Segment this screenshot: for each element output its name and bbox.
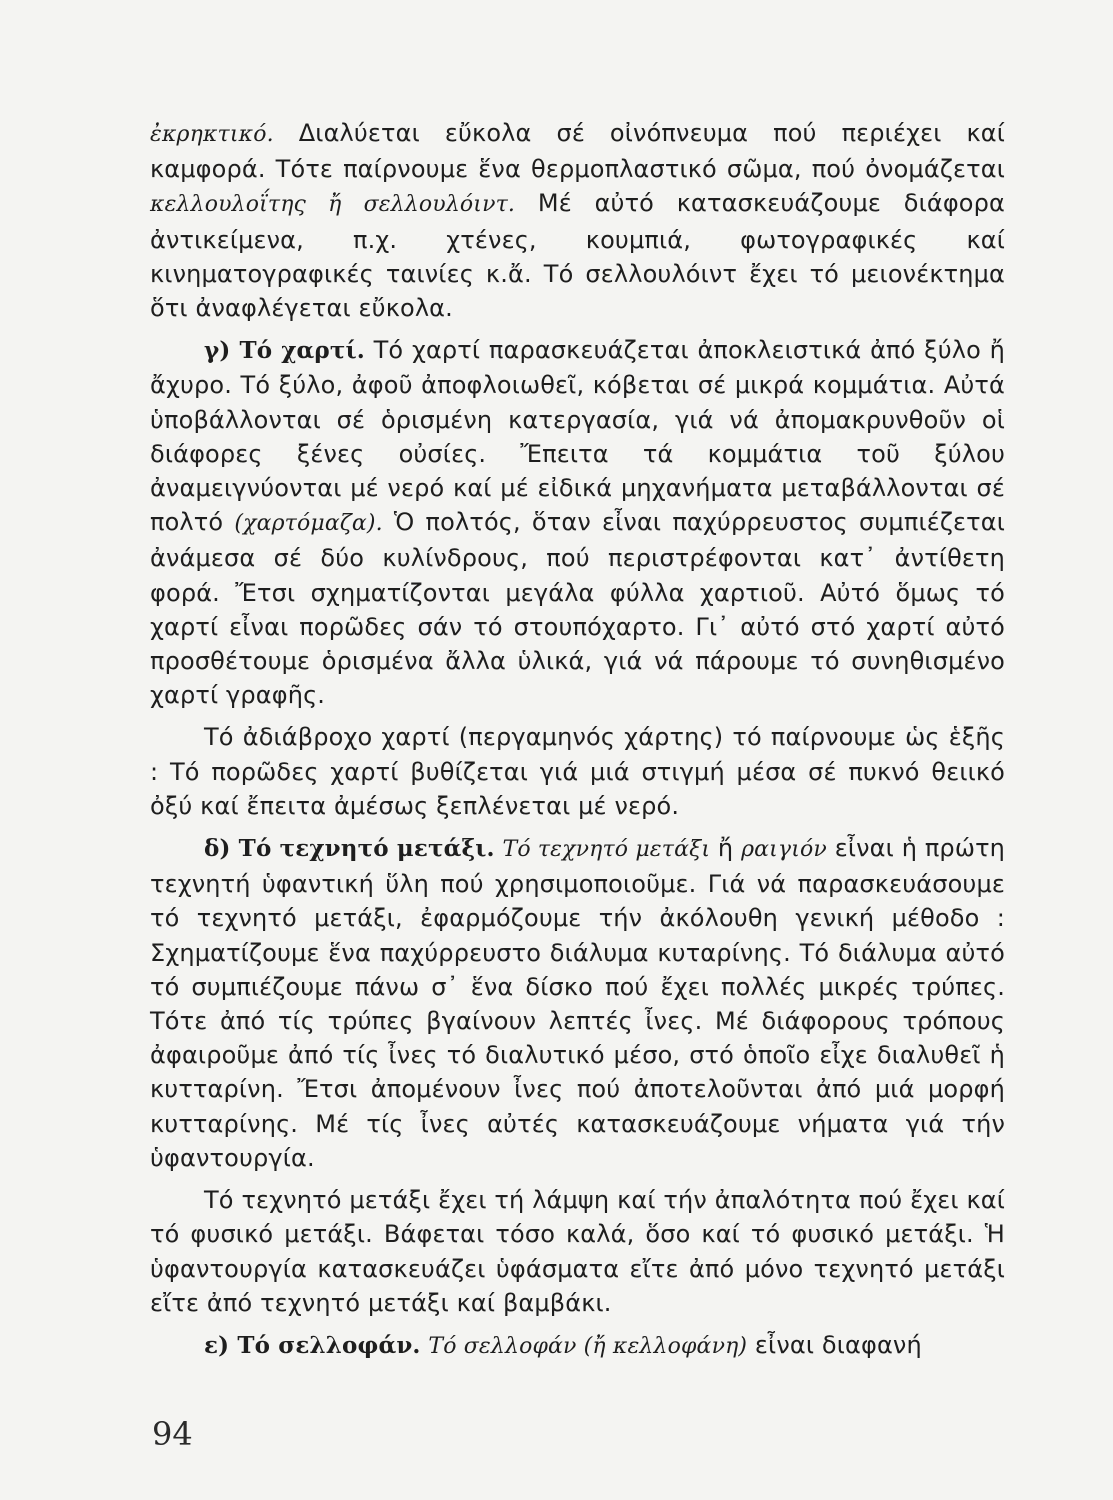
paragraph-silk-properties: Τό τεχνητό μετάξι ἔχει τή λάμψη καί τήν ἀπαλότητα πού ἔχει καί τό φυσικό μετάξι. Βάφεται τόσο καλά, ὅσο καί τό φυσικό μετάξι. Ἡ ὑφαντουργία κατασκευάζει ὑφάσματα εἴτε ἀπό μόνο τεχνητό μετάξι εἴτε ἀπό τεχνητό μετάξι καί βαμβάκι.: [150, 1186, 1005, 1317]
section-heading-paper: γ) Τό χαρτί.: [204, 337, 365, 365]
text-run: εἶναι ἡ πρώτη τεχνητή ὑφαντική ὕλη πού χρησιμοποιοῦμε. Γιά νά παρασκευάσουμε τό τεχνητό μετάξι, ἐφαρμόζουμε τήν ἀκόλουθη γενική μέθοδο : Σχηματίζουμε ἕνα παχύρρευστο διάλυμα κυταρίνης. Τό διάλυμα αὐτό τό συμπιέζουμε πάνω σ᾽ ἕνα δίσκο πού ἔχει πολλές μικρές τρύπες. Τότε ἀπό τίς τρύπες βγαίνουν λεπτές ἶνες. Μέ διάφορους τρόπους ἀφαιροῦμε ἀπό τίς ἶνες τό διαλυτικό μέσο, στό ὁποῖο εἶχε διαλυθεῖ ἡ κυτταρίνη. Ἔτσι ἀπομένουν ἶνες πού ἀποτελοῦνται ἀπό μιά μορφή κυτταρίνης. Μέ τίς ἶνες αὐτές κατασκευάζουμε νήματα γιά τήν ὑφαντουργία.: [150, 834, 1006, 1172]
page-number: 94: [152, 1415, 193, 1453]
paragraph-waterproof-paper: Τό ἀδιάβροχο χαρτί (περγαμηνός χάρτης) τό παίρνουμε ὡς ἑξῆς : Τό πορῶδες χαρτί βυθίζεται γιά μιά στιγμή μέσα σέ πυκνό θειικό ὀξύ καί ἔπειτα ἀμέσως ξεπλένεται μέ νερό.: [150, 723, 1005, 820]
paragraph-artificial-silk: [150, 831, 1005, 1175]
term-artificial-silk: Τό τεχνητό μετάξι: [502, 837, 711, 863]
body-text: [150, 116, 1005, 1364]
text-run: Τό χαρτί παρασκευάζεται ἀποκλειστικά ἀπό ξύλο ἤ ἄχυρο. Τό ξύλο, ἀφοῦ ἀποφλοιωθεῖ, κόβεται σέ μικρά κομμάτια. Αὐτά ὑποβάλλονται σέ ὁρισμένη κατεργασία, γιά νά ἀπομακρυνθοῦν οἱ διάφορες ξένες οὐσίες. Ἔπειτα τά κομμάτια τοῦ ξύλου ἀναμειγνύονται μέ νερό καί μέ εἰδικά μηχανήματα μεταβάλλονται σέ πολτό: [150, 336, 1005, 537]
paragraph-paper: [150, 333, 1005, 712]
term-pulp: (χαρτόμαζα).: [234, 511, 383, 537]
text-run: εἶναι διαφανή: [747, 1330, 922, 1359]
text-run: Ὁ πολτός, ὅταν εἶναι παχύρρευστος συμπιέζεται ἀνάμεσα σέ δύο κυλίνδρους, πού περιστρέφονται κατ᾽ ἀντίθετη φορά. Ἔτσι σχηματίζονται μεγάλα φύλλα χαρτιοῦ. Αὐτό ὅμως τό χαρτί εἶναι πορῶδες σάν τό στουπόχαρτο. Γι᾽ αὐτό στό χαρτί αὐτό προσθέτουμε ὁρισμένα ἄλλα ὑλικά, γιά νά πάρουμε τό συνηθισμένο χαρτί γραφῆς.: [150, 508, 1006, 710]
section-heading-artificial-silk: δ) Τό τεχνητό μετάξι.: [204, 835, 495, 863]
term-cellophane: Τό σελλοφάν (ἤ κελλοφάνη): [428, 1333, 748, 1359]
term-explosive: ἐκρηκτικό.: [150, 122, 274, 147]
term-celluloid: κελλουλοΐτης ἤ σελλουλόιντ.: [150, 192, 516, 218]
text-run: Διαλύεται εὔκολα σέ οἰνόπνευμα πού περιέχει καί καμφορά. Τότε παίρνουμε ἕνα θερμοπλαστικό σῶμα, πού ὀνομάζεται: [150, 119, 1005, 184]
section-heading-cellophane: ε) Τό σελλοφάν.: [204, 1331, 421, 1359]
paragraph-cellophane: [150, 1328, 1005, 1364]
text-run: Μέ αὐτό κατασκευάζουμε διάφορα ἀντικείμενα, π.χ. χτένες, κουμπιά, φωτογραφικές καί κινηματογραφικές ταινίες κ.ἄ. Τό σελλουλόιντ ἔχει τό μειονέκτημα ὅτι ἀναφλέγεται εὔκολα.: [150, 189, 1005, 323]
term-rayon: ραιγιόν: [741, 837, 827, 863]
text-run: ἤ: [710, 834, 742, 863]
paragraph-celluloid: [150, 116, 1005, 325]
